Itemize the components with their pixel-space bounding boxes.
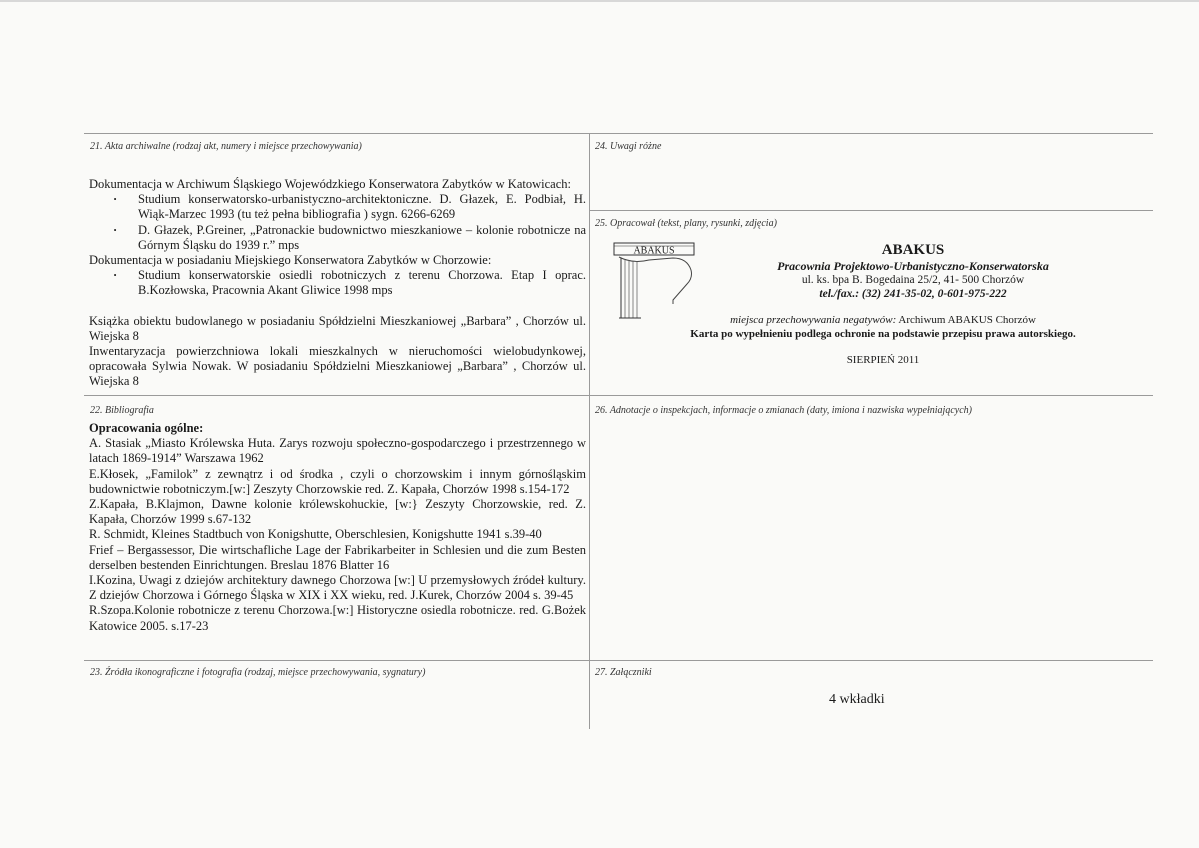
section-27-header: 27. Załączniki <box>595 667 652 678</box>
svg-text:ABAKUS: ABAKUS <box>633 245 675 257</box>
document-date: SIERPIEŃ 2011 <box>846 354 920 366</box>
row-divider-22-23 <box>84 660 1153 661</box>
row-divider-24-25 <box>590 210 1153 211</box>
copyright-notice: Karta po wypełnieniu podlega ochronie na podstawie przepisu prawa autorskiego. <box>690 328 1076 340</box>
archive-list-item: · Studium konserwatorsko-urbanistyczno-architektoniczne. D. Głazek, E. Podbiał, H. Wiąk-Marzec 1993 (tu też pełna bibliografia ) sygn. 6266-6269 <box>89 192 586 222</box>
section-23-header: 23. Źródła ikonograficzne i fotografia (rodzaj, miejsce przechowywania, sygnatury) <box>90 667 426 678</box>
section-22-header: 22. Bibliografia <box>90 405 154 416</box>
bibliography-subheader: Opracowania ogólne: <box>89 421 204 435</box>
company-phone: tel./fax.: (32) 241-35-02, 0-601-975-222 <box>819 288 1007 300</box>
bibliography-item: R.Szopa.Kolonie robotnicze z terenu Chorzowa.[w:] Historyczne osiedla robotnicze. red. G.Bożek Katowice 2005. s.17-23 <box>89 603 586 633</box>
bibliography-item: Z.Kapała, B.Klajmon, Dawne kolonie królewskohuckie, [w:} Zeszyty Chorzowskie, red. Z. Kapała, Chorzów 1999 s.67-132 <box>89 497 586 527</box>
bibliography-item: Frief – Bergassessor, Die wirtschafliche Lage der Fabrikarbeiter in Schlesien und die zum Besten derselben bestenden Einrichtungen. Breslau 1876 Blatter 16 <box>89 542 586 572</box>
section-21-header: 21. Akta archiwalne (rodzaj akt, numery i miejsce przechowywania) <box>90 141 362 152</box>
bibliography-item: E.Kłosek, „Familok” z zewnątrz i od środka , czyli o chorzowskim i innym górnośląskim budownictwie robotniczym.[w:] Zeszyty Chorzowskie red. Z. Kapała, Chorzów 1998 s.154-172 <box>89 466 586 496</box>
column-divider <box>589 133 590 729</box>
row-divider-21-22 <box>84 395 1153 396</box>
archive-paragraph-2: Dokumentacja w posiadaniu Miejskiego Konserwatora Zabytków w Chorzowie: <box>89 253 492 268</box>
archive-list-1 <box>89 192 586 253</box>
author-info <box>590 241 1176 367</box>
bibliography-item: R. Schmidt, Kleines Stadtbuch von Konigshutte, Oberschlesien, Konigshutte 1941 s.39-40 <box>89 527 542 542</box>
archive-paragraph-3: Książka obiektu budowlanego w posiadaniu Spółdzielni Mieszkaniowej „Barbara” , Chorzów ul. Wiejska 8 <box>89 313 586 343</box>
section-22-content <box>89 421 586 634</box>
section-24-header: 24. Uwagi różne <box>595 141 662 152</box>
negatives-location <box>590 313 1176 327</box>
section-21-content <box>89 177 586 390</box>
bibliography-item: A. Stasiak „Miasto Królewska Huta. Zarys rozwoju społeczno-gospodarczego i przestrzennego w latach 1869-1914” Warszawa 1962 <box>89 436 586 466</box>
archive-list-item: · D. Głazek, P.Greiner, „Patronackie budownictwo mieszkaniowe – kolonie robotnicze na Górnym Śląsku do 1939 r.” mps <box>89 223 586 253</box>
archive-paragraph-4: Inwentaryzacja powierzchniowa lokali mieszkalnych w nieruchomości wielobudynkowej, opracowała Sylwia Nowak. W posiadaniu Spółdzielni Mieszkaniowej „Barbara” , Chorzów ul. Wiejska 8 <box>89 344 586 389</box>
negatives-value: Archiwum ABAKUS Chorzów <box>898 314 1036 326</box>
section-26-header: 26. Adnotacje o inspekcjach, informacje o zmianach (daty, imiona i nazwiska wypełniających) <box>595 405 972 416</box>
company-address: ul. ks. bpa B. Bogedaina 25/2, 41- 500 Chorzów <box>801 274 1025 286</box>
archive-list-2 <box>89 268 586 298</box>
scan-top-edge <box>0 0 1199 2</box>
table-top-border <box>84 133 1153 134</box>
attachments-count: 4 wkładki <box>829 692 885 707</box>
archive-paragraph-1: Dokumentacja w Archiwum Śląskiego Wojewódzkiego Konserwatora Zabytków w Katowicach: <box>89 177 571 191</box>
section-25-header: 25. Opracował (tekst, plany, rysunki, zdjęcia) <box>595 218 777 229</box>
negatives-label: miejsca przechowywania negatywów: <box>730 314 897 326</box>
company-subtitle: Pracownia Projektowo-Urbanistyczno-Konserwatorska <box>777 259 1049 273</box>
archive-list-item: · Studium konserwatorskie osiedli robotniczych z terenu Chorzowa. Etap I oprac. B.Kozłowska, Pracownia Akant Gliwice 1998 mps <box>89 268 586 298</box>
company-name: ABAKUS <box>881 242 945 258</box>
bibliography-item: I.Kozina, Uwagi z dziejów architektury dawnego Chorzowa [w:] U przemysłowych źródeł kultury. Z dziejów Chorzowa i Górnego Śląska w XIX i XX wieku, red. J.Kurek, Chorzów 2004 s. 39-45 <box>89 573 586 603</box>
